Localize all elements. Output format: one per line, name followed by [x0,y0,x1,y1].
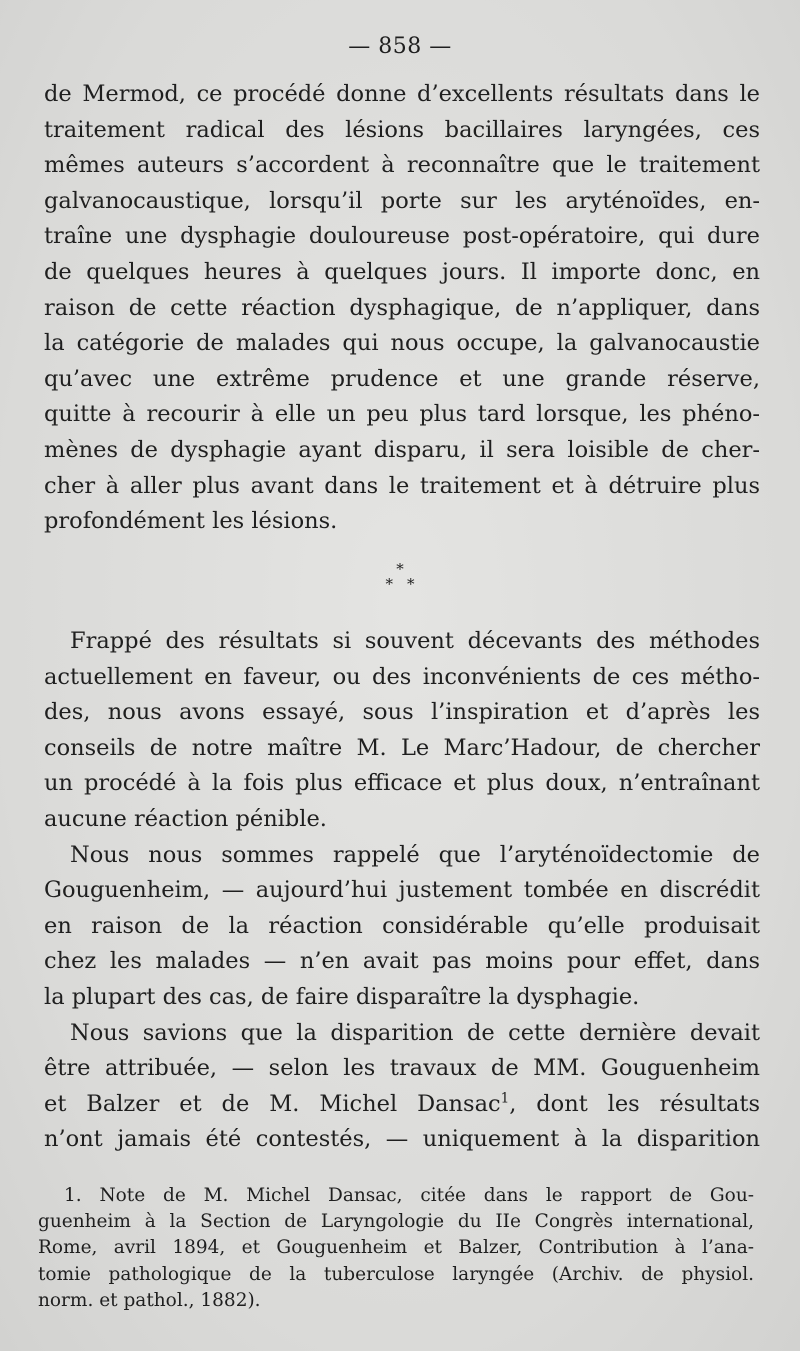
text-line: des, nous avons essayé, sous l’inspiration et d’après les [44,699,760,726]
body-text [44,624,760,1158]
text-line: de quelques heures à quelques jours. Il importe donc, en [44,258,760,285]
text-line: qu’avec une extrême prudence et une grande réserve, [44,365,760,392]
text-segment: , dont les résultats [509,1090,761,1117]
text-line: en raison de la réaction considérable qu’elle produisait [44,912,760,939]
text-line: traîne une dysphagie douloureuse post-opératoire, qui dure [44,223,760,250]
page-number: — 858 — [348,34,452,59]
text-line: cher à aller plus avant dans le traitement et à détruire plus [44,472,760,499]
text-segment: et Balzer et de M. Michel Dansac [44,1090,501,1117]
text-line: traitement radical des lésions bacillaires laryngées, ces [44,116,760,143]
text-line: la catégorie de malades qui nous occupe, la galvanocaustie [44,330,760,357]
footnote-line: guenheim à la Section de Laryngologie du IIe Congrès international, [38,1211,754,1233]
text-line: Frappé des résultats si souvent décevants des méthodes [70,628,760,654]
text-line: Nous nous sommes rappelé que l’aryténoïdectomie de [70,841,760,868]
section-asterism [0,562,800,592]
text-line: conseils de notre maître M. Le Marc’Hadour, de chercher [44,734,760,761]
text-line: n’ont jamais été contestés, — uniquement à la disparition [44,1126,760,1153]
footnote [38,1183,754,1314]
text-line: Gouguenheim, — aujourd’hui justement tombée en discrédit [44,877,760,904]
text-line: mêmes auteurs s’accordent à reconnaître que le traitement [44,152,760,179]
asterism-top: * [396,560,404,578]
paragraph-continued [44,77,760,540]
footnote-line: tomie pathologique de la tuberculose laryngée (Archiv. de physiol. [38,1263,754,1285]
asterism-bottom: ** [385,575,429,593]
text-line: de Mermod, ce procédé donne d’excellents résultats dans le [44,81,760,107]
footnote-line: norm. et pathol., 1882). [38,1289,261,1311]
footnote-line: Rome, avril 1894, et Gouguenheim et Balzer, Contribution à l’ana- [38,1237,754,1259]
text-line: profondément les lésions. [44,508,338,535]
text-line: chez les malades — n’en avait pas moins pour effet, dans [44,948,760,975]
text-line: mènes de dysphagie ayant disparu, il sera loisible de cher- [44,436,760,463]
text-line: un procédé à la fois plus efficace et plus doux, n’entraînant [44,770,760,797]
footnote-line: 1. Note de M. Michel Dansac, citée dans le rapport de Gou- [64,1185,754,1206]
text-line: Nous savions que la disparition de cette dernière devait [70,1019,760,1046]
text-line: quitte à recourir à elle un peu plus tard lorsque, les phéno- [44,401,760,428]
text-line: galvanocaustique, lorsqu’il porte sur les aryténoïdes, en- [44,187,760,214]
text-line-with-note [44,1087,760,1123]
text-line: actuellement en faveur, ou des inconvénients de ces métho- [44,663,760,690]
footnote-reference: 1 [500,1090,510,1107]
text-line: être attribuée, — selon les travaux de MM. Gouguenheim [44,1055,760,1082]
text-line: aucune réaction pénible. [44,805,327,832]
text-line: raison de cette réaction dysphagique, de n’appliquer, dans [44,294,760,321]
text-line: la plupart des cas, de faire disparaître la dysphagie. [44,983,640,1010]
